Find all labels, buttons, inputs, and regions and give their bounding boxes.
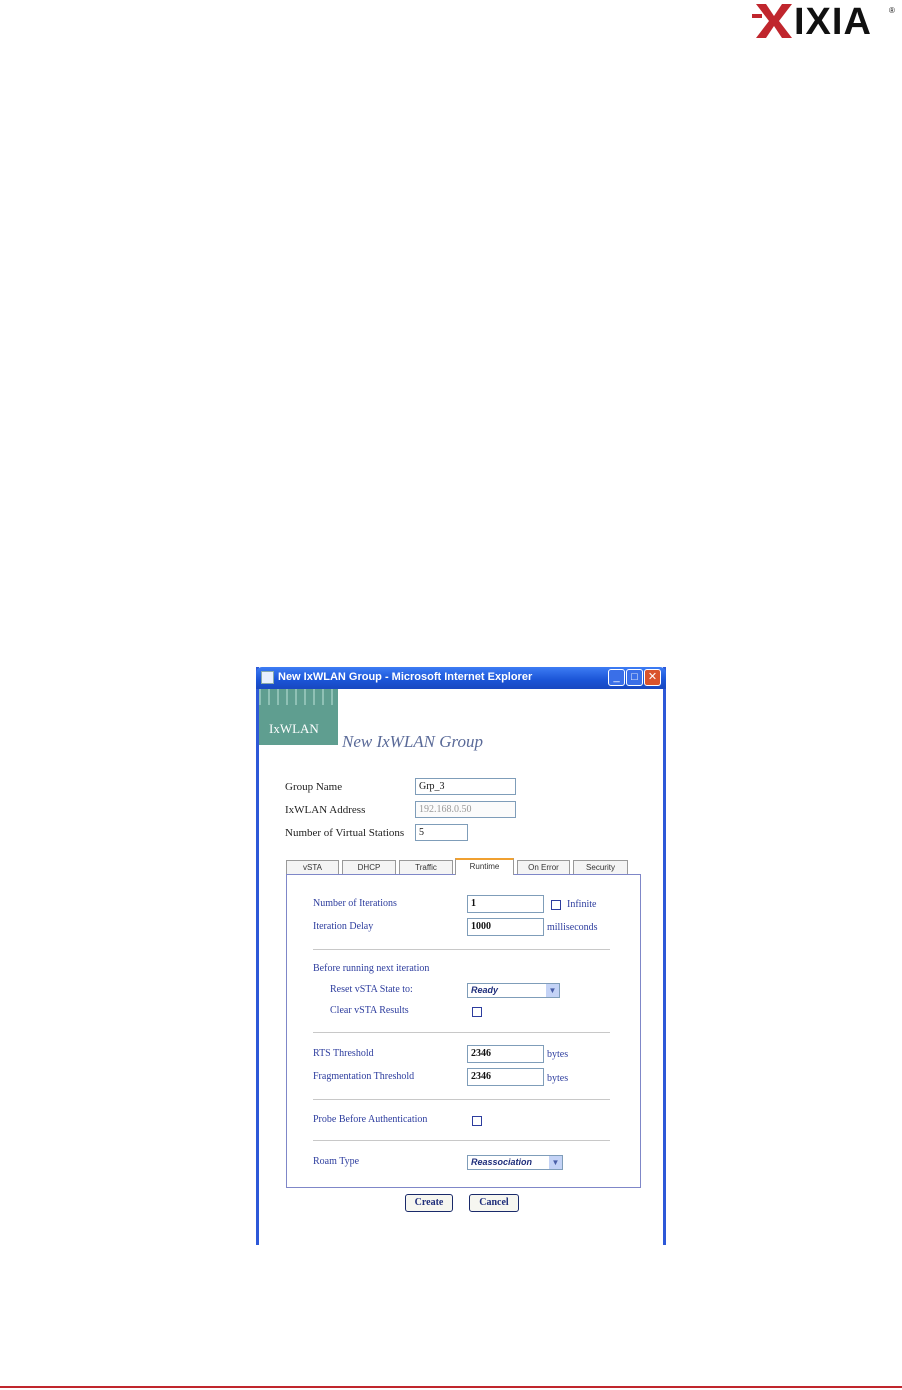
cancel-button[interactable]: Cancel (469, 1194, 519, 1212)
frag-field[interactable]: 2346 (467, 1068, 544, 1086)
reset-state-select[interactable] (467, 983, 560, 998)
before-iteration-heading: Before running next iteration (313, 963, 430, 974)
runtime-panel (286, 874, 641, 1188)
rts-label: RTS Threshold (313, 1048, 374, 1059)
maximize-button[interactable]: □ (626, 669, 643, 686)
probe-checkbox[interactable] (472, 1116, 482, 1126)
address-label: IxWLAN Address (285, 804, 366, 816)
delay-label: Iteration Delay (313, 921, 374, 932)
group-name-field[interactable]: Grp_3 (415, 778, 516, 795)
footer-rule (0, 1386, 902, 1388)
page-title: New IxWLAN Group (342, 732, 484, 751)
tab-traffic[interactable]: Traffic (399, 860, 453, 874)
stations-field[interactable]: 5 (415, 824, 468, 841)
reset-state-label: Reset vSTA State to: (330, 984, 413, 995)
infinite-checkbox[interactable] (551, 900, 561, 910)
ixia-logo-text: IXIA (794, 1, 872, 43)
browser-window (256, 667, 666, 1245)
clear-results-checkbox[interactable] (472, 1007, 482, 1017)
minimize-button[interactable]: _ (608, 669, 625, 686)
clear-results-label: Clear vSTA Results (330, 1005, 409, 1016)
tab-vsta[interactable]: vSTA (286, 860, 339, 874)
roam-type-value: Reassociation (471, 1157, 533, 1167)
separator (313, 1032, 610, 1033)
chevron-down-icon[interactable]: ▼ (546, 984, 559, 997)
probe-label: Probe Before Authentication (313, 1114, 428, 1125)
delay-unit: milliseconds (547, 922, 598, 933)
reset-state-value: Ready (471, 985, 499, 995)
tab-on-error[interactable]: On Error (517, 860, 570, 874)
iterations-field[interactable]: 1 (467, 895, 544, 913)
tab-dhcp[interactable]: DHCP (342, 860, 396, 874)
tab-security[interactable]: Security (573, 860, 628, 874)
registered-mark: ® (889, 6, 895, 15)
frag-label: Fragmentation Threshold (313, 1071, 415, 1082)
close-button[interactable]: ✕ (644, 669, 661, 686)
roam-type-select[interactable] (467, 1155, 563, 1170)
ixwlan-banner (259, 689, 338, 745)
window-title: New IxWLAN Group - Microsoft Internet Explorer (278, 671, 533, 683)
rts-field[interactable]: 2346 (467, 1045, 544, 1063)
stations-label: Number of Virtual Stations (285, 827, 405, 839)
banner-logo-text: IxWLAN (269, 721, 319, 736)
frag-unit: bytes (547, 1073, 569, 1084)
window-titlebar[interactable] (256, 667, 666, 689)
iterations-label: Number of Iterations (313, 898, 397, 909)
tab-runtime[interactable]: Runtime (455, 858, 514, 875)
create-button[interactable]: Create (405, 1194, 453, 1212)
separator (313, 1099, 610, 1100)
roam-type-label: Roam Type (313, 1156, 360, 1167)
ie-page-icon (261, 671, 274, 684)
rts-unit: bytes (547, 1049, 569, 1060)
separator (313, 1140, 610, 1141)
ixia-x-mark (752, 0, 796, 42)
address-field: 192.168.0.50 (415, 801, 516, 818)
separator (313, 949, 610, 950)
infinite-label: Infinite (567, 899, 597, 910)
banner-stripes (259, 689, 338, 705)
delay-field[interactable]: 1000 (467, 918, 544, 936)
chevron-down-icon[interactable]: ▼ (549, 1156, 562, 1169)
group-name-label: Group Name (285, 781, 343, 793)
